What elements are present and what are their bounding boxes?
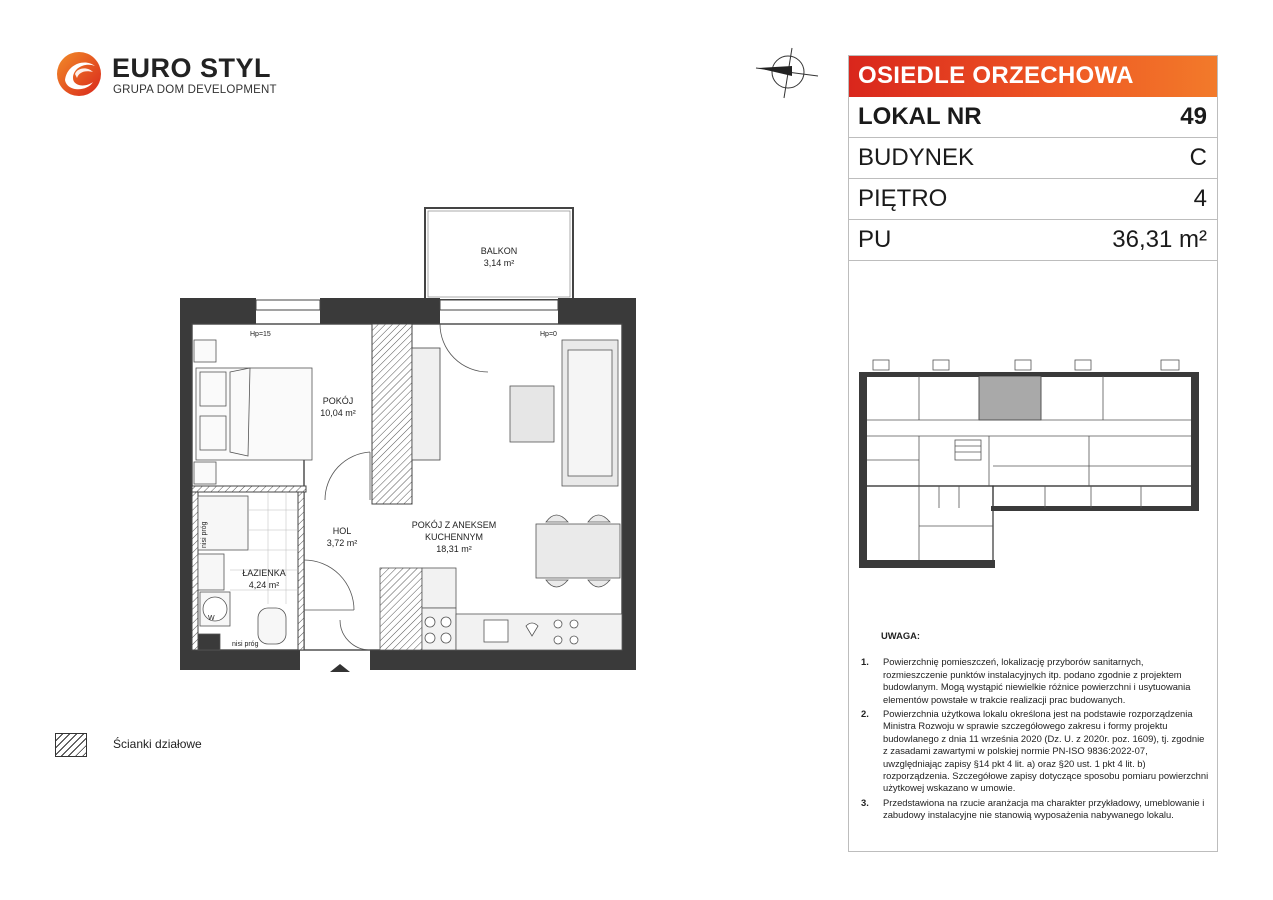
washer-mark: W bbox=[208, 615, 215, 622]
room-pokoj-area: 10,04 m² bbox=[320, 408, 356, 418]
room-balkon-name: BALKON bbox=[480, 246, 518, 256]
note-text: Powierzchnię pomieszczeń, lokalizację przyborów sanitarnych, rozmieszczenie punktów instalacyjnych itp. podano zgodnie z projektem budowlanym. Mogą wystąpić niewielkie różnice powierzchni i usytuowania elementów powstałe w trakcie realizacji prac budowanych. bbox=[883, 656, 1191, 705]
info-value: 49 bbox=[1180, 103, 1207, 130]
info-row-pu bbox=[849, 220, 1217, 261]
apartment-floor-plan bbox=[170, 200, 650, 680]
notes-section bbox=[859, 630, 1209, 824]
euro-styl-swirl-icon bbox=[55, 50, 103, 98]
sofa bbox=[562, 340, 618, 486]
room-hol-area: 3,72 m² bbox=[326, 538, 358, 548]
brand-name: EURO STYL bbox=[112, 53, 272, 83]
estate-header bbox=[849, 56, 1217, 97]
info-value: C bbox=[1189, 144, 1207, 171]
brand-logo bbox=[55, 50, 285, 100]
room-lazienka-area: 4,24 m² bbox=[248, 580, 280, 590]
note-number: 1. bbox=[861, 656, 869, 668]
room-lazienka-name: ŁAZIENKA bbox=[242, 568, 286, 578]
dining-table bbox=[536, 515, 620, 587]
note-item bbox=[859, 708, 1209, 795]
note-number: 3. bbox=[861, 796, 869, 808]
note-item bbox=[859, 656, 1209, 706]
room-living-name-2: KUCHENNYM bbox=[424, 532, 484, 542]
partition-wardrobe bbox=[372, 324, 412, 504]
info-row-lokal bbox=[849, 97, 1217, 138]
info-value: 4 bbox=[1193, 185, 1207, 212]
threshold-mark-2: nisi próg bbox=[232, 641, 259, 648]
estate-name: OSIEDLE ORZECHOWA bbox=[858, 62, 1134, 89]
window-mark-hp0: Hp=0 bbox=[540, 331, 557, 338]
info-key: BUDYNEK bbox=[858, 144, 975, 171]
threshold-mark-1: nisi próg bbox=[201, 521, 208, 548]
room-hol-name: HOL bbox=[332, 526, 352, 536]
note-text: Powierzchnia użytkowa lokalu określona jest na podstawie rozporządzenia Ministra Rozwoju w sprawie szczegółowego zakresu i formy projektu budowlanego z dnia 11 września 2020 (Dz. U. z 2020r. poz. 1609), tj. zgodnie z zasadami zawartymi w polskiej normie PN-ISO 9836:2022-07, uwzględniając zapisy §14 pkt 4 lit. a) oraz §20 ust. 1 pkt 4 lit. b) rozporządzenia. Szczegółowe zapisy dotyczące sposobu pomiaru powierzchni użytkowej wskazano w umowie. bbox=[883, 708, 1209, 794]
room-balkon-area: 3,14 m² bbox=[483, 258, 515, 268]
note-number: 2. bbox=[861, 708, 869, 720]
info-row-budynek bbox=[849, 138, 1217, 179]
note-item bbox=[859, 797, 1209, 822]
north-compass-icon bbox=[752, 46, 822, 102]
coffee-table bbox=[510, 386, 554, 442]
info-key: PIĘTRO bbox=[858, 185, 948, 212]
info-key: LOKAL NR bbox=[858, 103, 982, 130]
note-text: Przedstawiona na rzucie aranżacja ma charakter przykładowy, umeblowanie i zabudowy instalacyjne nie stanowią wyposażenia nabywanego lokalu. bbox=[883, 796, 1205, 821]
floor-key-plan bbox=[859, 356, 1209, 571]
entrance-arrow-icon bbox=[330, 664, 350, 672]
notes-title: UWAGA: bbox=[881, 630, 921, 641]
highlighted-unit bbox=[979, 376, 1041, 420]
window-mark-hp15: Hp=15 bbox=[250, 331, 271, 338]
room-living-area: 18,31 m² bbox=[436, 544, 472, 554]
brand-subtitle: GRUPA DOM DEVELOPMENT bbox=[113, 84, 277, 96]
legend-label: Ścianki działowe bbox=[113, 737, 202, 751]
legend-hatch-swatch bbox=[55, 733, 87, 757]
apartment-info-panel bbox=[848, 55, 1218, 852]
info-key: PU bbox=[858, 226, 892, 253]
room-pokoj-name: POKÓJ bbox=[322, 396, 354, 406]
info-row-pietro bbox=[849, 179, 1217, 220]
info-value: 36,31 m² bbox=[1112, 226, 1207, 253]
room-living-name: POKÓJ Z ANEKSEM bbox=[411, 520, 497, 530]
